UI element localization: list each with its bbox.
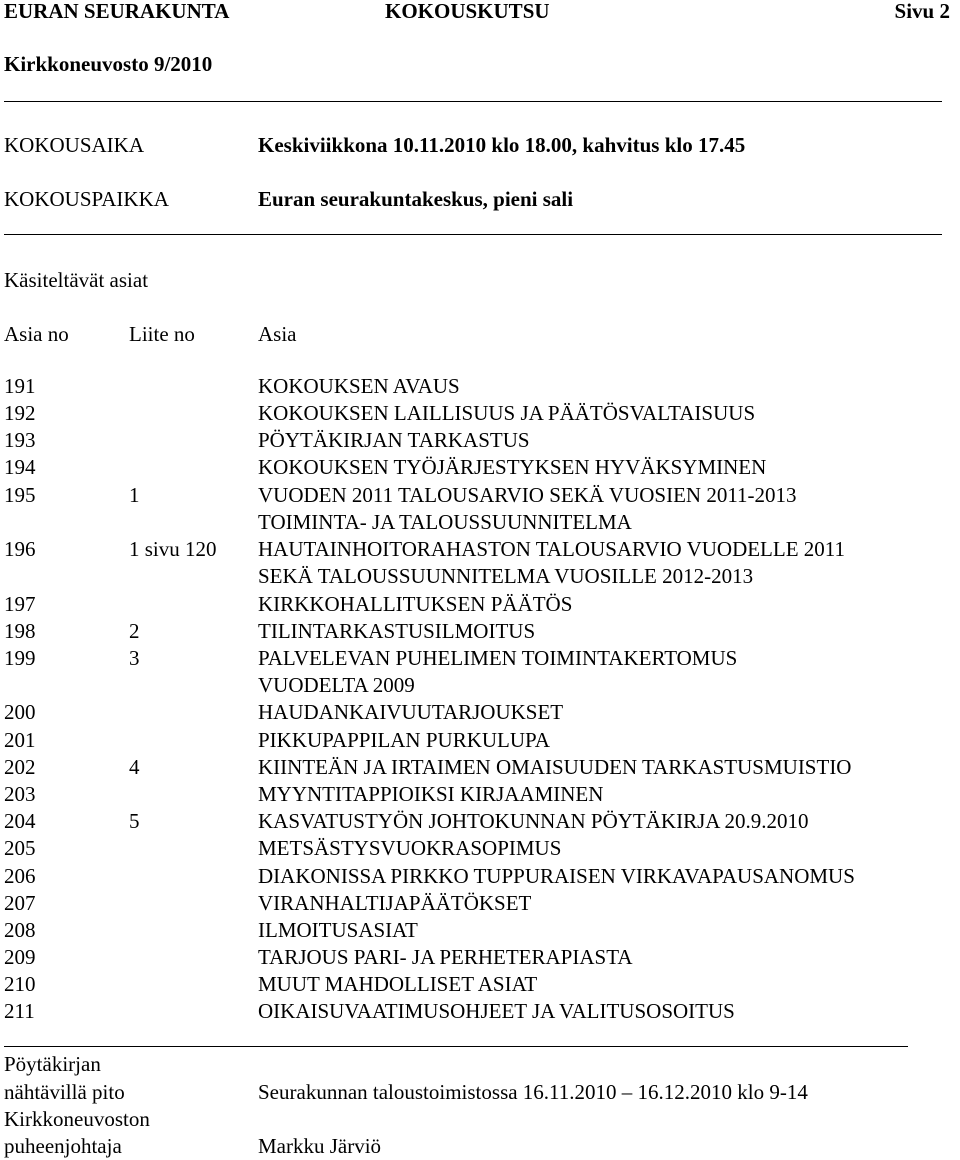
- item-number: 199: [4, 646, 36, 670]
- item-subject: VIRANHALTIJAPÄÄTÖKSET: [258, 891, 532, 915]
- header-divider: [4, 101, 942, 102]
- item-number: 211: [4, 999, 35, 1023]
- item-number: 192: [4, 401, 36, 425]
- meeting-time-label: KOKOUSAIKA: [4, 133, 144, 157]
- item-subject: TILINTARKASTUSILMOITUS: [258, 619, 536, 643]
- item-subject: KIRKKOHALLITUKSEN PÄÄTÖS: [258, 592, 573, 616]
- chair-label-line1: Kirkkoneuvoston: [4, 1107, 150, 1131]
- column-header-subject: Asia: [258, 322, 297, 346]
- item-attachment: 5: [129, 809, 140, 833]
- item-number: 193: [4, 428, 36, 452]
- item-subject: TARJOUS PARI- JA PERHETERAPIASTA: [258, 945, 633, 969]
- item-subject: OIKAISUVAATIMUSOHJEET JA VALITUSOSOITUS: [258, 999, 735, 1023]
- item-subject: METSÄSTYSVUOKRASOPIMUS: [258, 836, 562, 860]
- minutes-label-line1: Pöytäkirjan: [4, 1052, 101, 1076]
- item-subject: KASVATUSTYÖN JOHTOKUNNAN PÖYTÄKIRJA 20.9.2010: [258, 809, 809, 833]
- item-number: 208: [4, 918, 36, 942]
- item-number: 194: [4, 455, 36, 479]
- item-subject: KIINTEÄN JA IRTAIMEN OMAISUUDEN TARKASTUSMUISTIO: [258, 755, 852, 779]
- item-attachment: 1: [129, 483, 140, 507]
- footer-divider: [4, 1046, 908, 1047]
- item-subject: MUUT MAHDOLLISET ASIAT: [258, 972, 538, 996]
- item-subject: PALVELEVAN PUHELIMEN TOIMINTAKERTOMUS: [258, 646, 738, 670]
- item-attachment: 2: [129, 619, 140, 643]
- minutes-label-line2: nähtävillä pito: [4, 1080, 125, 1104]
- item-number: 195: [4, 483, 36, 507]
- item-subject: HAUTAINHOITORAHASTON TALOUSARVIO VUODELLE 2011: [258, 537, 846, 561]
- item-attachment: 4: [129, 755, 140, 779]
- item-subject: HAUDANKAIVUUTARJOUKSET: [258, 700, 564, 724]
- item-subject: ILMOITUSASIAT: [258, 918, 418, 942]
- meeting-place-value: Euran seurakuntakeskus, pieni sali: [258, 187, 574, 211]
- item-number: 207: [4, 891, 36, 915]
- document-type: KOKOUSKUTSU: [385, 0, 550, 23]
- item-number: 204: [4, 809, 36, 833]
- item-number: 196: [4, 537, 36, 561]
- meeting-time-value: Keskiviikkona 10.11.2010 klo 18.00, kahvitus klo 17.45: [258, 133, 746, 157]
- meeting-place-label: KOKOUSPAIKKA: [4, 187, 169, 211]
- item-subject: MYYNTITAPPIOIKSI KIRJAAMINEN: [258, 782, 604, 806]
- item-subject: PIKKUPAPPILAN PURKULUPA: [258, 728, 550, 752]
- item-number: 191: [4, 374, 36, 398]
- item-attachment: 1 sivu 120: [129, 537, 217, 561]
- item-number: 209: [4, 945, 36, 969]
- item-number: 200: [4, 700, 36, 724]
- info-divider: [4, 234, 942, 235]
- item-subject-continued: TOIMINTA- JA TALOUSSUUNNITELMA: [258, 510, 632, 534]
- chair-name: Markku Järviö: [258, 1134, 382, 1158]
- organization-name: EURAN SEURAKUNTA: [4, 0, 230, 23]
- item-attachment: 3: [129, 646, 140, 670]
- item-subject: PÖYTÄKIRJAN TARKASTUS: [258, 428, 530, 452]
- minutes-availability: Seurakunnan taloustoimistossa 16.11.2010 – 16.12.2010 klo 9-14: [258, 1080, 808, 1104]
- item-number: 210: [4, 972, 36, 996]
- column-header-attachment: Liite no: [129, 322, 195, 346]
- meeting-name: Kirkkoneuvosto 9/2010: [4, 52, 213, 76]
- item-number: 201: [4, 728, 36, 752]
- item-number: 198: [4, 619, 36, 643]
- item-subject: KOKOUKSEN AVAUS: [258, 374, 460, 398]
- item-subject: DIAKONISSA PIRKKO TUPPURAISEN VIRKAVAPAUSANOMUS: [258, 864, 855, 888]
- item-number: 197: [4, 592, 36, 616]
- page-number: Sivu 2: [894, 0, 950, 23]
- item-number: 203: [4, 782, 36, 806]
- item-number: 205: [4, 836, 36, 860]
- item-number: 206: [4, 864, 36, 888]
- item-subject-continued: SEKÄ TALOUSSUUNNITELMA VUOSILLE 2012-2013: [258, 564, 754, 588]
- item-number: 202: [4, 755, 36, 779]
- item-subject: KOKOUKSEN LAILLISUUS JA PÄÄTÖSVALTAISUUS: [258, 401, 756, 425]
- item-subject: KOKOUKSEN TYÖJÄRJESTYKSEN HYVÄKSYMINEN: [258, 455, 767, 479]
- agenda-heading: Käsiteltävät asiat: [4, 268, 149, 292]
- item-subject: VUODEN 2011 TALOUSARVIO SEKÄ VUOSIEN 2011-2013: [258, 483, 797, 507]
- item-subject-continued: VUODELTA 2009: [258, 673, 415, 697]
- column-header-item-number: Asia no: [4, 322, 69, 346]
- chair-label-line2: puheenjohtaja: [4, 1134, 122, 1158]
